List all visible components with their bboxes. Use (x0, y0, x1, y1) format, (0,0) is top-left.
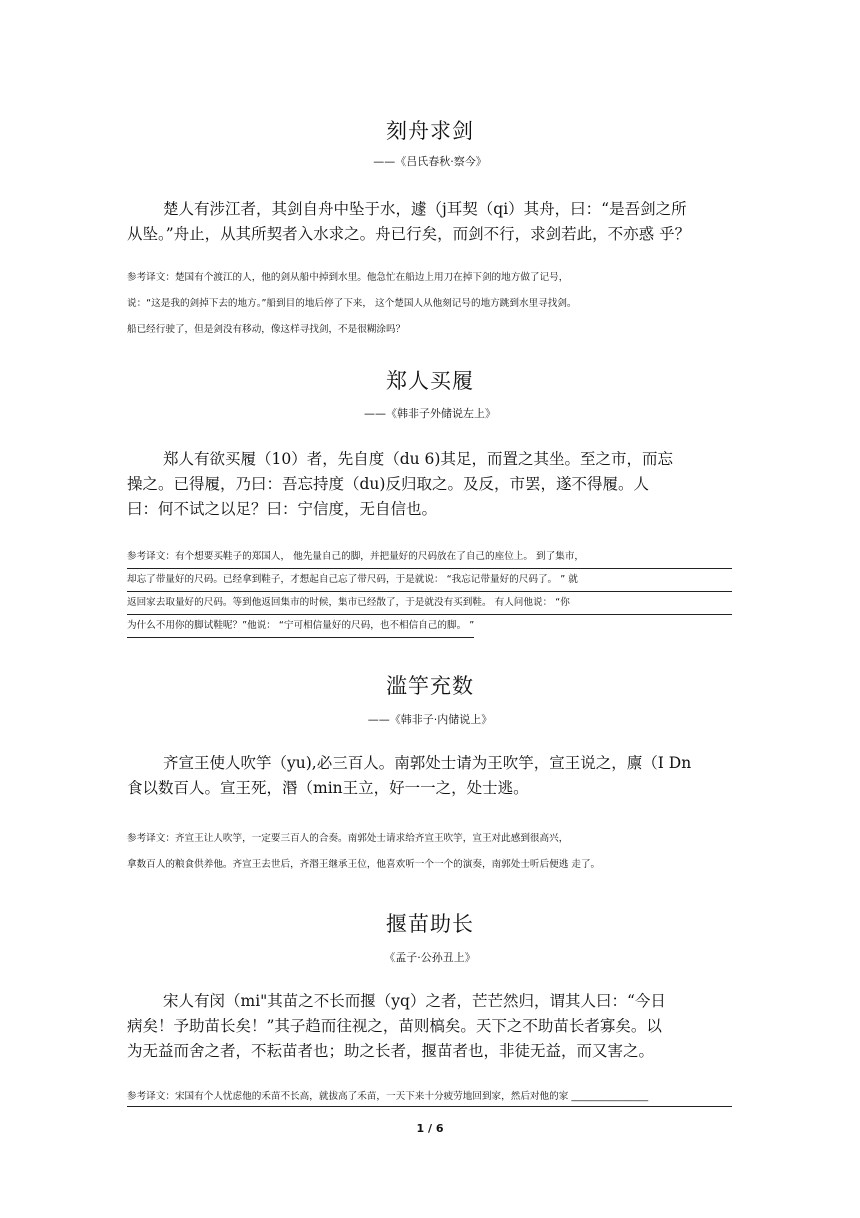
section-title: 刻舟求剑 (386, 119, 474, 143)
section-source: ——《韩非子外储说左上》 (364, 407, 496, 420)
note-line: 参考译文：齐宣王让人吹竽，一定要三百人的合奏。南郭处士请求给齐宣王吹竽，宣王对此感到很高兴， (127, 833, 569, 844)
note-line: 参考译文：有个想要买鞋子的郑国人， 他先量自己的脚，并把量好的尺码放在了自己的座位上。 到了集市， (127, 546, 732, 569)
page-number: 1 / 6 (416, 1122, 444, 1135)
text-line: 病矣！予助苗长矣！”其子趋而往视之，苗则槁矣。天下之不助苗长者寡矣。以 (127, 1017, 662, 1035)
text-line: 食以数百人。宣王死，湣（min王立，好一一之，处士逃。 (127, 779, 529, 797)
note-line: 拿数百人的粮食供养他。齐宣王去世后，齐湣王继承王位，他喜欢听一个一个的演奏，南郭处士听后便逃 走了。 (127, 859, 601, 870)
text-line: 齐宣王使人吹竽（yu),必三百人。南郭处士请为王吹竽，宣王说之，廪（I Dn (163, 754, 692, 772)
translation-note (127, 265, 732, 343)
section-source: ——《吕氏春秋·察今》 (373, 155, 487, 168)
text-line: 为无益而舍之者，不耘苗者也；助之长者，揠苗者也，非徒无益，而又害之。 (127, 1042, 655, 1060)
text-line: 宋人有闵（mi"其苗之不长而揠（yq）之者，芒芒然归，谓其人曰：“今日 (163, 992, 666, 1010)
text-line: 曰：何不试之以足？曰：宁信度，无自信也。 (127, 500, 438, 518)
section-title: 郑人买履 (386, 369, 474, 393)
note-line: 却忘了带量好的尺码。已经拿到鞋子，才想起自己忘了带尺码，于是就说： “我忘记带量好的尺码了。 ” 就 (127, 569, 732, 592)
note-line: 船已经行驶了，但是剑没有移动，像这样寻找剑，不是很糊涂吗？ (127, 324, 406, 335)
section-text (127, 197, 727, 247)
section-source: ——《韩非子·内储说上》 (367, 713, 493, 726)
note-line: 说：“这是我的剑掉下去的地方。”船到目的地后停了下来， 这个楚国人从他刻记号的地方跳到水里寻找剑。 (127, 298, 577, 309)
note-line: 返回家去取量好的尺码。等到他返回集市的时候，集市已经散了，于是就没有买到鞋。 有人问他说： “你 (127, 592, 732, 615)
text-line: 从坠。”舟止，从其所契者入水求之。舟已行矣，而剑不行，求剑若此，不亦惑 乎？ (127, 225, 691, 243)
translation-note (127, 826, 732, 878)
text-line: 郑人有欲买履（10）者，先自度（du 6)其足，而置之其坐。至之市，而忘 (163, 450, 673, 468)
section-text (127, 447, 727, 522)
section-source: 《孟子·公孙丑上》 (384, 951, 476, 964)
section-text (127, 751, 727, 801)
note-line: 参考译文：宋国有个人忧虑他的禾苗不长高，就拔高了禾苗，一天下来十分疲劳地回到家，然后对他的家 ________________ (127, 1088, 732, 1107)
text-line: 操之。已得履，乃曰：吾忘持度（du)反归取之。及反，市罢，遂不得履。人 (127, 475, 649, 493)
section-title: 滥竽充数 (386, 674, 474, 698)
translation-note (127, 1088, 732, 1107)
note-line: 为什么不用你的脚试鞋呢？”他说： “宁可相信量好的尺码，也不相信自己的脚。 ” (127, 615, 474, 638)
text-line: 楚人有涉江者，其剑自舟中坠于水，遽（j耳契（qi）其舟，曰：“是吾剑之所 (163, 200, 687, 218)
section-title: 揠苗助长 (386, 912, 474, 936)
section-text (127, 989, 727, 1064)
note-line: 参考译文：楚国有个渡江的人，他的剑从船中掉到水里。他急忙在船边上用刀在掉下剑的地方做了记号， (127, 272, 569, 283)
translation-note (127, 546, 732, 638)
